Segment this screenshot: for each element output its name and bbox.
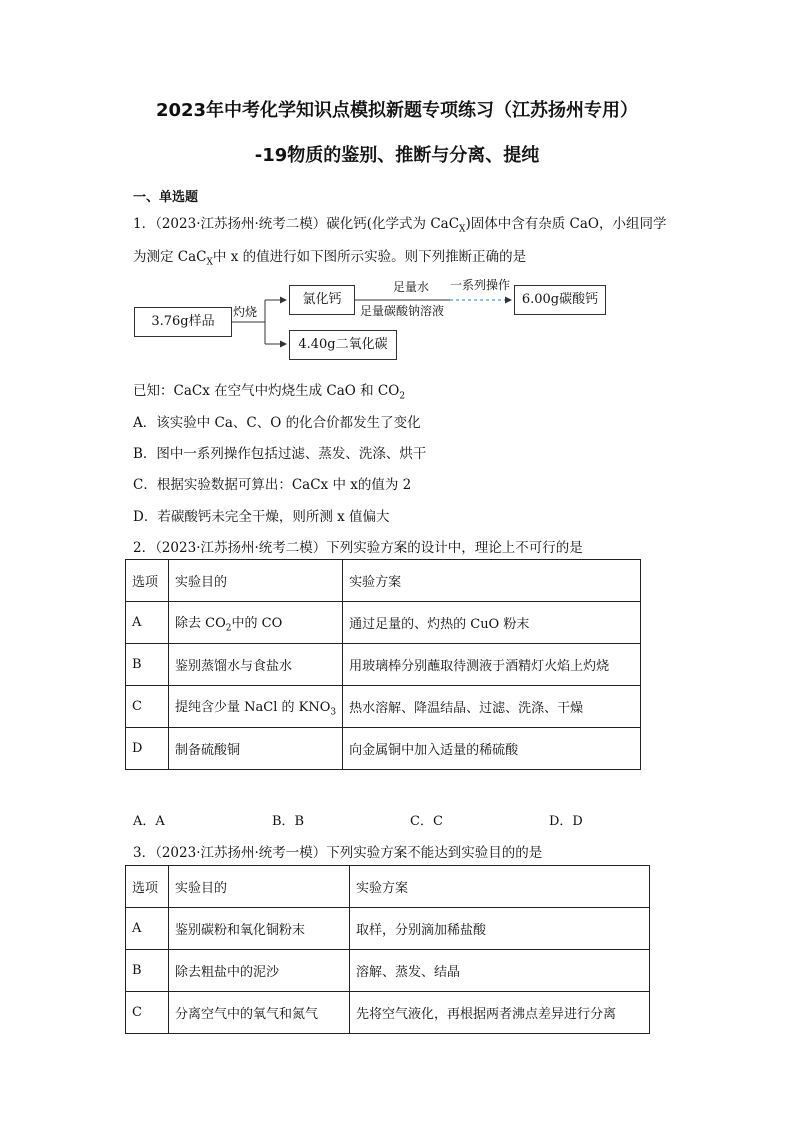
table-header-row (126, 560, 641, 602)
table-row (126, 908, 650, 950)
row-plan: 通过足量的、灼热的 CuO 粉末 (343, 602, 641, 644)
water-label: 足量水 (393, 280, 430, 294)
q2-choice-b[interactable]: B．B (272, 814, 305, 829)
q1-option-d[interactable]: D．若碳酸钙未完全干燥，则所测 x 值偏大 (133, 509, 390, 525)
sodium-carbonate-label: 足量碳酸钠溶液 (360, 304, 445, 318)
row-goal: 制备硫酸铜 (169, 728, 343, 770)
operations-label: 一系列操作 (450, 278, 511, 292)
q2-table (125, 559, 641, 770)
row-option: B (126, 644, 169, 686)
row-goal: 除去 $CO_2$中的 CO (169, 602, 343, 644)
table-row (126, 686, 641, 728)
row-option: B (126, 950, 169, 992)
q2-choice-d[interactable]: D．D (549, 814, 583, 829)
row-plan: 先将空气液化，再根据两者沸点差异进行分离 (350, 992, 650, 1034)
q1-option-a[interactable]: A．该实验中 Ca、C、O 的化合价都发生了变化 (133, 415, 421, 431)
q2-text: 2．（2023·江苏扬州·统考二模）下列实验方案的设计中，理论上不可行的是 (133, 540, 583, 556)
table-row (126, 728, 641, 770)
header-plan: 实验方案 (350, 866, 650, 908)
header-option: 选项 (126, 560, 169, 602)
header-option: 选项 (126, 866, 169, 908)
row-option: A (126, 908, 169, 950)
q1-known: 已知：CaCx 在空气中灼烧生成 CaO 和 $CO_2$ (133, 383, 406, 402)
header-goal: 实验目的 (169, 866, 350, 908)
table-row (126, 602, 641, 644)
q2-choice-c[interactable]: C．C (410, 814, 443, 829)
row-option: C (126, 686, 169, 728)
row-plan: 溶解、蒸发、结晶 (350, 950, 650, 992)
table-row (126, 950, 650, 992)
page-title-line1: 2023年中考化学知识点模拟新题专项练习（江苏扬州专用） (155, 100, 639, 121)
burn-label: 灼烧 (233, 305, 258, 319)
q2-choice-a[interactable]: A．A (133, 814, 165, 829)
row-option: D (126, 728, 169, 770)
q1-text-line1: 1．（2023·江苏扬州·统考二模）碳化钙(化学式为 CaC$_X$)固体中含有杂质 CaO，小组同学 (133, 216, 667, 235)
table-row (126, 992, 650, 1034)
row-option: A (126, 602, 169, 644)
page-title-line2: -19物质的鉴别、推断与分离、提纯 (254, 145, 540, 166)
row-goal: 分离空气中的氧气和氮气 (169, 992, 350, 1034)
row-plan: 取样，分别滴加稀盐酸 (350, 908, 650, 950)
carbon-dioxide-box: 4.40g二氧化碳 (289, 330, 397, 360)
section-heading: 一、单选题 (133, 190, 199, 205)
row-goal: 鉴别蒸馏水与食盐水 (169, 644, 343, 686)
q1-option-b[interactable]: B．图中一系列操作包括过滤、蒸发、洗涤、烘干 (133, 446, 427, 462)
table-row (126, 644, 641, 686)
row-goal: 除去粗盐中的泥沙 (169, 950, 350, 992)
q3-text: 3．（2023·江苏扬州·统考一模）下列实验方案不能达到实验目的的是 (133, 845, 543, 861)
calcium-carbonate-box: 6.00g碳酸钙 (514, 285, 606, 315)
row-option: C (126, 992, 169, 1034)
row-plan: 向金属铜中加入适量的稀硫酸 (343, 728, 641, 770)
row-goal: 提纯含少量 NaCl 的 $KNO_3$ (169, 686, 343, 728)
row-goal: 鉴别碳粉和氧化铜粉末 (169, 908, 350, 950)
row-plan: 用玻璃棒分别蘸取待测液于酒精灯火焰上灼烧 (343, 644, 641, 686)
q1-flow-diagram (130, 278, 610, 362)
q1-text-line2: 为测定 CaC$_X$中 x 的值进行如下图所示实验。则下列推断正确的是 (133, 249, 527, 268)
q3-table (125, 865, 650, 1034)
q1-option-c[interactable]: C．根据实验数据可算出：CaCx 中 x的值为 2 (133, 477, 412, 493)
calcium-chloride-box: 氯化钙 (289, 285, 355, 315)
header-goal: 实验目的 (169, 560, 343, 602)
row-plan: 热水溶解、降温结晶、过滤、洗涤、干燥 (343, 686, 641, 728)
header-plan: 实验方案 (343, 560, 641, 602)
table-header-row (126, 866, 650, 908)
sample-box: 3.76g样品 (134, 307, 232, 337)
